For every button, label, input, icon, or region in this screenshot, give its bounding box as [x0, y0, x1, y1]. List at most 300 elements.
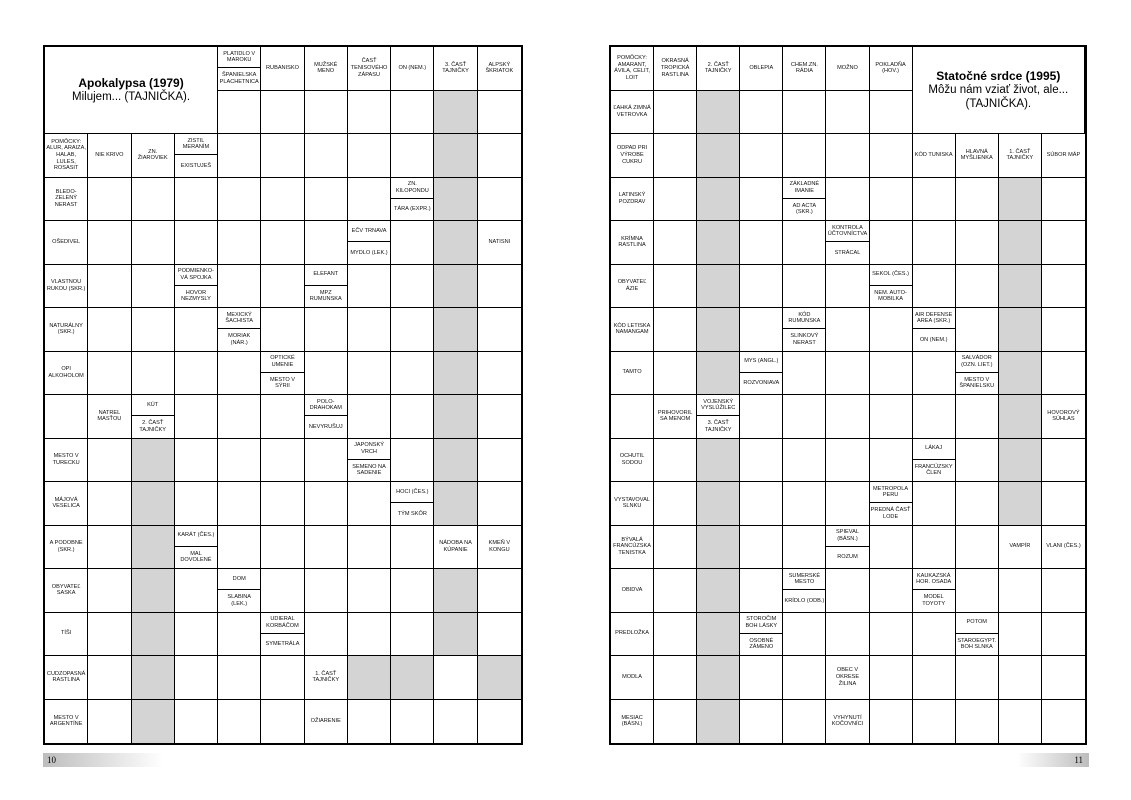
left-answer-cell[interactable] [175, 395, 218, 439]
left-answer-cell[interactable] [434, 395, 477, 439]
right-answer-cell[interactable] [913, 178, 956, 222]
right-answer-cell[interactable] [783, 700, 826, 744]
clue-text-upper: KÓD RUMUNSKA [783, 308, 825, 329]
left-answer-cell[interactable] [434, 352, 477, 396]
right-answer-cell[interactable] [826, 482, 869, 526]
right-answer-cell[interactable] [740, 91, 783, 135]
right-answer-cell[interactable] [870, 526, 913, 570]
right-answer-cell[interactable] [783, 656, 826, 700]
left-answer-cell[interactable] [391, 308, 434, 352]
right-answer-cell[interactable] [740, 134, 783, 178]
right-answer-cell[interactable] [1042, 569, 1085, 613]
right-answer-cell[interactable] [913, 482, 956, 526]
clue-text-lower: MYDLO (LEK.) [350, 249, 388, 256]
left-answer-cell[interactable] [348, 352, 391, 396]
right-answer-cell[interactable] [654, 352, 697, 396]
right-answer-cell[interactable] [870, 569, 913, 613]
left-clue-cell-double [305, 395, 348, 439]
left-answer-cell[interactable] [478, 700, 521, 744]
left-answer-cell[interactable] [132, 526, 175, 570]
right-answer-cell[interactable] [654, 482, 697, 526]
right-answer-cell[interactable] [783, 265, 826, 309]
left-answer-cell[interactable] [132, 569, 175, 613]
left-answer-cell[interactable] [261, 526, 304, 570]
left-answer-cell[interactable] [305, 178, 348, 222]
left-answer-cell[interactable] [132, 439, 175, 483]
right-answer-cell[interactable] [826, 91, 869, 135]
left-answer-cell[interactable] [132, 352, 175, 396]
right-answer-cell[interactable] [870, 700, 913, 744]
left-answer-cell[interactable] [261, 221, 304, 265]
left-answer-cell[interactable] [478, 482, 521, 526]
left-clue-cell-double [261, 613, 304, 657]
left-answer-cell[interactable] [261, 482, 304, 526]
left-answer-cell[interactable] [391, 700, 434, 744]
left-answer-cell[interactable] [132, 700, 175, 744]
left-clue-cell-double [391, 482, 434, 526]
left-answer-cell[interactable] [261, 308, 304, 352]
left-answer-cell[interactable] [478, 613, 521, 657]
right-answer-cell[interactable] [654, 308, 697, 352]
left-answer-cell[interactable] [391, 221, 434, 265]
clue-text-upper: PLATIDLO V MAROKU [218, 47, 260, 68]
right-answer-cell[interactable] [697, 91, 740, 135]
left-answer-cell[interactable] [88, 526, 131, 570]
left-answer-cell[interactable] [218, 91, 261, 135]
right-answer-cell[interactable] [697, 482, 740, 526]
left-answer-cell[interactable] [434, 134, 477, 178]
left-answer-cell[interactable] [218, 134, 261, 178]
left-answer-cell[interactable] [305, 526, 348, 570]
right-answer-cell[interactable] [956, 221, 999, 265]
right-answer-cell[interactable] [654, 221, 697, 265]
right-answer-cell[interactable] [740, 439, 783, 483]
clue-text-upper: DOM [218, 569, 260, 590]
clue-text-lower: MPZ RUMUNSKA [309, 289, 342, 303]
right-answer-cell[interactable] [654, 656, 697, 700]
left-answer-cell[interactable] [305, 308, 348, 352]
left-clue-cell-double [218, 569, 261, 613]
left-answer-cell[interactable] [478, 91, 521, 135]
right-answer-cell[interactable] [654, 439, 697, 483]
right-answer-cell[interactable] [999, 395, 1042, 439]
clue-text-upper: AIR DEFENSE AREA (SKR.) [913, 308, 955, 329]
left-answer-cell[interactable] [261, 569, 304, 613]
right-answer-cell[interactable] [870, 91, 913, 135]
right-answer-cell[interactable] [740, 482, 783, 526]
left-answer-cell[interactable] [348, 308, 391, 352]
left-answer-cell[interactable] [391, 656, 434, 700]
right-answer-cell[interactable] [740, 569, 783, 613]
left-answer-cell[interactable] [478, 308, 521, 352]
right-answer-cell[interactable] [1042, 656, 1085, 700]
right-answer-cell[interactable] [740, 178, 783, 222]
right-answer-cell[interactable] [999, 265, 1042, 309]
right-clue-cell-double [740, 352, 783, 396]
right-answer-cell[interactable] [1042, 700, 1085, 744]
right-clue-cell-double [913, 439, 956, 483]
right-answer-cell[interactable] [697, 352, 740, 396]
left-answer-cell[interactable] [478, 656, 521, 700]
right-answer-cell[interactable] [999, 656, 1042, 700]
right-answer-cell[interactable] [999, 569, 1042, 613]
right-answer-cell[interactable] [783, 613, 826, 657]
clue-text-lower: FRANCÚZSKY ČLEN [914, 463, 953, 477]
right-answer-cell[interactable] [999, 613, 1042, 657]
right-clue-cell: PREDLOŽKA [611, 613, 654, 657]
clue-text-lower: MORIAK (NÁR.) [228, 333, 251, 346]
right-clue-cell: PRIHOVORIL SA MENOM [654, 395, 697, 439]
left-answer-cell[interactable] [175, 308, 218, 352]
right-answer-cell[interactable] [697, 569, 740, 613]
left-answer-cell[interactable] [391, 134, 434, 178]
right-answer-cell[interactable] [783, 221, 826, 265]
clue-text-lower: ŠPANIELSKA PLACHETNICA [219, 72, 259, 85]
left-answer-cell[interactable] [261, 91, 304, 135]
right-answer-cell[interactable] [870, 656, 913, 700]
left-clue-cell: RUBANISKO [261, 47, 304, 91]
right-answer-cell[interactable] [783, 91, 826, 135]
left-answer-cell[interactable] [88, 482, 131, 526]
left-answer-cell[interactable] [478, 265, 521, 309]
left-answer-cell[interactable] [261, 395, 304, 439]
right-answer-cell[interactable] [956, 178, 999, 222]
left-clue-cell-double [348, 221, 391, 265]
right-answer-cell[interactable] [999, 700, 1042, 744]
left-answer-cell[interactable] [218, 700, 261, 744]
right-answer-cell[interactable] [870, 178, 913, 222]
right-clue-cell: OBIDVA [611, 569, 654, 613]
right-answer-cell[interactable] [826, 265, 869, 309]
right-answer-cell[interactable] [870, 134, 913, 178]
right-answer-cell[interactable] [956, 265, 999, 309]
right-answer-cell[interactable] [740, 265, 783, 309]
left-answer-cell[interactable] [175, 439, 218, 483]
right-answer-cell[interactable] [740, 700, 783, 744]
left-answer-cell[interactable] [132, 221, 175, 265]
left-answer-cell[interactable] [45, 395, 88, 439]
right-answer-cell[interactable] [783, 134, 826, 178]
left-answer-cell[interactable] [218, 439, 261, 483]
left-answer-cell[interactable] [348, 91, 391, 135]
left-answer-cell[interactable] [348, 613, 391, 657]
left-answer-cell[interactable] [132, 178, 175, 222]
left-answer-cell[interactable] [218, 265, 261, 309]
left-answer-cell[interactable] [305, 482, 348, 526]
right-answer-cell[interactable] [956, 569, 999, 613]
left-answer-cell[interactable] [348, 134, 391, 178]
right-answer-cell[interactable] [870, 395, 913, 439]
right-answer-cell[interactable] [1042, 352, 1085, 396]
left-answer-cell[interactable] [218, 613, 261, 657]
right-clue-cell: POMÔCKY: AMARANT, ÁVILA, CELIT, LOIT [611, 47, 654, 91]
left-answer-cell[interactable] [391, 569, 434, 613]
clue-text-upper: ZÁKLADNÉ IMANIE [783, 178, 825, 199]
left-answer-cell[interactable] [175, 482, 218, 526]
right-answer-cell[interactable] [611, 395, 654, 439]
left-answer-cell[interactable] [218, 221, 261, 265]
right-answer-cell[interactable] [826, 439, 869, 483]
right-answer-cell[interactable] [1042, 439, 1085, 483]
left-answer-cell[interactable] [132, 613, 175, 657]
right-answer-cell[interactable] [956, 395, 999, 439]
right-answer-cell[interactable] [826, 395, 869, 439]
right-answer-cell[interactable] [826, 352, 869, 396]
right-answer-cell[interactable] [783, 482, 826, 526]
left-clue-cell-double [218, 47, 261, 91]
left-answer-cell[interactable] [132, 308, 175, 352]
right-answer-cell[interactable] [654, 178, 697, 222]
clue-text-lower: SLINKOVÝ NERAST [790, 333, 819, 346]
left-answer-cell[interactable] [218, 482, 261, 526]
clue-text-upper: LÁKAJ [913, 439, 955, 460]
right-answer-cell[interactable] [999, 178, 1042, 222]
right-answer-cell[interactable] [956, 439, 999, 483]
right-answer-cell[interactable] [826, 569, 869, 613]
left-answer-cell[interactable] [391, 91, 434, 135]
right-answer-cell[interactable] [654, 265, 697, 309]
left-clue-cell: NATURÁLNY (SKR.) [45, 308, 88, 352]
left-answer-cell[interactable] [434, 439, 477, 483]
left-answer-cell[interactable] [261, 439, 304, 483]
left-answer-cell[interactable] [132, 265, 175, 309]
left-answer-cell[interactable] [434, 700, 477, 744]
left-answer-cell[interactable] [348, 656, 391, 700]
right-answer-cell[interactable] [697, 613, 740, 657]
right-answer-cell[interactable] [956, 308, 999, 352]
clue-text-lower: HOVOR NEZMYSLY [181, 289, 211, 303]
right-answer-cell[interactable] [913, 700, 956, 744]
left-answer-cell[interactable] [434, 613, 477, 657]
right-answer-cell[interactable] [956, 700, 999, 744]
left-answer-cell[interactable] [434, 91, 477, 135]
left-answer-cell[interactable] [175, 178, 218, 222]
right-answer-cell[interactable] [956, 526, 999, 570]
right-answer-cell[interactable] [913, 221, 956, 265]
right-answer-cell[interactable] [826, 178, 869, 222]
left-answer-cell[interactable] [261, 265, 304, 309]
left-answer-cell[interactable] [305, 221, 348, 265]
clue-text-upper: ELEFANT [305, 265, 347, 286]
right-answer-cell[interactable] [999, 482, 1042, 526]
left-answer-cell[interactable] [434, 482, 477, 526]
left-answer-cell[interactable] [478, 134, 521, 178]
right-answer-cell[interactable] [870, 352, 913, 396]
right-clue-cell: ĽAHKÁ ZIMNÁ VETROVKA [611, 91, 654, 135]
right-clue-cell: 2. ČASŤ TAJNIČKY [697, 47, 740, 91]
left-answer-cell[interactable] [88, 439, 131, 483]
left-answer-cell[interactable] [132, 482, 175, 526]
left-answer-cell[interactable] [434, 656, 477, 700]
clue-text-lower: STAROEGYPT. BOH SLNKA [957, 637, 997, 651]
right-answer-cell[interactable] [654, 526, 697, 570]
right-answer-cell[interactable] [740, 656, 783, 700]
right-answer-cell[interactable] [697, 178, 740, 222]
right-answer-cell[interactable] [826, 134, 869, 178]
right-answer-cell[interactable] [740, 395, 783, 439]
left-answer-cell[interactable] [348, 526, 391, 570]
right-answer-cell[interactable] [1042, 221, 1085, 265]
left-clue-cell: A PODOBNE (SKR.) [45, 526, 88, 570]
left-answer-cell[interactable] [391, 352, 434, 396]
right-answer-cell[interactable] [740, 221, 783, 265]
right-answer-cell[interactable] [1042, 482, 1085, 526]
right-answer-cell[interactable] [999, 439, 1042, 483]
right-answer-cell[interactable] [913, 656, 956, 700]
right-answer-cell[interactable] [654, 569, 697, 613]
right-answer-cell[interactable] [826, 613, 869, 657]
right-answer-cell[interactable] [870, 439, 913, 483]
left-answer-cell[interactable] [132, 656, 175, 700]
left-answer-cell[interactable] [348, 700, 391, 744]
right-answer-cell[interactable] [1042, 265, 1085, 309]
left-answer-cell[interactable] [434, 569, 477, 613]
right-answer-cell[interactable] [783, 439, 826, 483]
right-answer-cell[interactable] [697, 134, 740, 178]
left-clue-cell: POMÔCKY: ALUR, ARAIZA, HALAB, LULES, ROSASIT [45, 134, 88, 178]
right-answer-cell[interactable] [654, 613, 697, 657]
left-answer-cell[interactable] [434, 178, 477, 222]
clue-text-upper: UDIERAL KORBÁČOM [261, 613, 303, 634]
right-answer-cell[interactable] [697, 656, 740, 700]
right-clue-cell: TAMTO [611, 352, 654, 396]
left-answer-cell[interactable] [478, 395, 521, 439]
left-answer-cell[interactable] [261, 656, 304, 700]
left-clue-cell: NATISNI [478, 221, 521, 265]
left-answer-cell[interactable] [478, 178, 521, 222]
left-answer-cell[interactable] [348, 482, 391, 526]
left-answer-cell[interactable] [434, 221, 477, 265]
clue-text-upper: SUMERSKÉ MESTO [783, 569, 825, 590]
right-answer-cell[interactable] [956, 482, 999, 526]
clue-text-lower: MAL DOVOLENÉ [180, 550, 212, 564]
right-answer-cell[interactable] [697, 700, 740, 744]
left-answer-cell[interactable] [434, 308, 477, 352]
left-answer-cell[interactable] [478, 352, 521, 396]
left-answer-cell[interactable] [261, 700, 304, 744]
left-answer-cell[interactable] [391, 265, 434, 309]
right-answer-cell[interactable] [740, 308, 783, 352]
right-answer-cell[interactable] [697, 221, 740, 265]
right-answer-cell[interactable] [697, 439, 740, 483]
left-answer-cell[interactable] [88, 221, 131, 265]
left-answer-cell[interactable] [175, 656, 218, 700]
left-answer-cell[interactable] [305, 569, 348, 613]
clue-text-lower: OSOBNÉ ZÁMENO [749, 637, 774, 651]
left-answer-cell[interactable] [88, 178, 131, 222]
right-answer-cell[interactable] [697, 526, 740, 570]
right-answer-cell[interactable] [654, 91, 697, 135]
left-answer-cell[interactable] [478, 569, 521, 613]
left-answer-cell[interactable] [88, 352, 131, 396]
left-answer-cell[interactable] [88, 308, 131, 352]
right-answer-cell[interactable] [999, 308, 1042, 352]
left-clue-cell-double [261, 352, 304, 396]
right-answer-cell[interactable] [1042, 613, 1085, 657]
right-answer-cell[interactable] [913, 352, 956, 396]
left-answer-cell[interactable] [348, 569, 391, 613]
clue-text-lower: EXISTUJEŠ [180, 162, 212, 169]
right-clue-cell: HOVOROVÝ SÚHLAS [1042, 395, 1085, 439]
right-answer-cell[interactable] [783, 526, 826, 570]
right-answer-cell[interactable] [913, 395, 956, 439]
right-answer-cell[interactable] [826, 308, 869, 352]
right-clue-cell-double [826, 221, 869, 265]
left-answer-cell[interactable] [88, 700, 131, 744]
right-answer-cell[interactable] [654, 700, 697, 744]
left-clue-cell: 3. ČASŤ TAJNIČKY [434, 47, 477, 91]
right-clue-cell: HLAVNÁ MYŠLIENKA [956, 134, 999, 178]
left-answer-cell[interactable] [175, 221, 218, 265]
left-answer-cell[interactable] [478, 439, 521, 483]
left-answer-cell[interactable] [218, 395, 261, 439]
right-answer-cell[interactable] [654, 134, 697, 178]
right-answer-cell[interactable] [870, 613, 913, 657]
right-answer-cell[interactable] [1042, 308, 1085, 352]
right-answer-cell[interactable] [783, 395, 826, 439]
right-clue-cell: MOŽNO [826, 47, 869, 91]
left-answer-cell[interactable] [391, 526, 434, 570]
left-answer-cell[interactable] [175, 700, 218, 744]
left-answer-cell[interactable] [218, 178, 261, 222]
left-answer-cell[interactable] [218, 352, 261, 396]
left-answer-cell[interactable] [261, 178, 304, 222]
clue-text-upper: EČV TRNAVA [348, 221, 390, 242]
right-answer-cell[interactable] [870, 308, 913, 352]
left-clue-cell: TÍŠI [45, 613, 88, 657]
clue-text-lower: ROZVONIAVA [743, 380, 780, 387]
left-answer-cell[interactable] [348, 395, 391, 439]
left-answer-cell[interactable] [261, 134, 304, 178]
left-answer-cell[interactable] [305, 613, 348, 657]
left-answer-cell[interactable] [175, 569, 218, 613]
left-answer-cell[interactable] [305, 352, 348, 396]
left-answer-cell[interactable] [88, 613, 131, 657]
right-answer-cell[interactable] [870, 221, 913, 265]
left-answer-cell[interactable] [391, 439, 434, 483]
right-answer-cell[interactable] [697, 265, 740, 309]
right-answer-cell[interactable] [999, 221, 1042, 265]
left-answer-cell[interactable] [175, 352, 218, 396]
left-answer-cell[interactable] [348, 178, 391, 222]
right-answer-cell[interactable] [783, 352, 826, 396]
right-answer-cell[interactable] [697, 308, 740, 352]
right-answer-cell[interactable] [913, 526, 956, 570]
left-answer-cell[interactable] [218, 526, 261, 570]
left-answer-cell[interactable] [305, 91, 348, 135]
right-answer-cell[interactable] [913, 613, 956, 657]
left-answer-cell[interactable] [391, 395, 434, 439]
left-answer-cell[interactable] [434, 265, 477, 309]
right-answer-cell[interactable] [999, 352, 1042, 396]
left-answer-cell[interactable] [391, 613, 434, 657]
left-answer-cell[interactable] [175, 613, 218, 657]
right-answer-cell[interactable] [1042, 178, 1085, 222]
left-answer-cell[interactable] [88, 265, 131, 309]
left-answer-cell[interactable] [348, 265, 391, 309]
right-clue-cell: BÝVALÁ FRANCÚZSKA TENISTKA [611, 526, 654, 570]
left-answer-cell[interactable] [305, 439, 348, 483]
right-answer-cell[interactable] [740, 526, 783, 570]
right-answer-cell[interactable] [956, 656, 999, 700]
left-clue-cell: OPI ALKOHOLOM [45, 352, 88, 396]
left-answer-cell[interactable] [218, 656, 261, 700]
left-answer-cell[interactable] [305, 134, 348, 178]
left-answer-cell[interactable] [88, 569, 131, 613]
left-answer-cell[interactable] [88, 656, 131, 700]
right-answer-cell[interactable] [913, 265, 956, 309]
right-clue-cell: OKRASNÁ TROPICKÁ RASTLINA [654, 47, 697, 91]
